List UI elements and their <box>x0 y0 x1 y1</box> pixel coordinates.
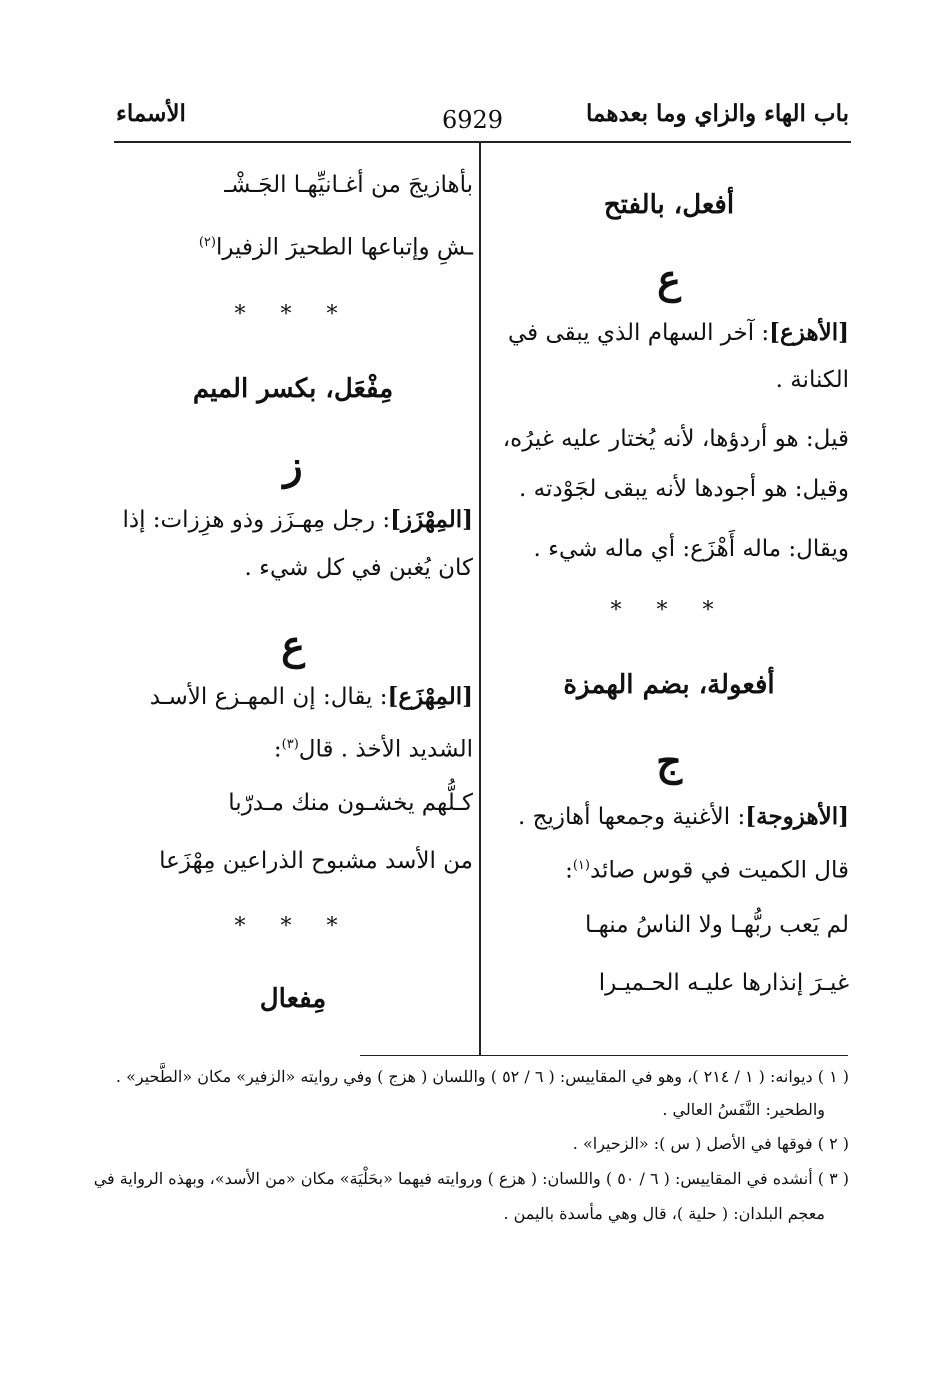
entry-term: [المِهْزَع] <box>387 683 473 710</box>
entry-definition: : يقال: إن المهـزع الأسـد <box>149 684 388 710</box>
poem-verse: من الأسد مشبوح الذراعين مِهْزَعا <box>159 848 473 874</box>
header-rule <box>114 141 851 143</box>
entry-line <box>122 505 473 535</box>
entry-line: الكنانة . <box>775 367 849 393</box>
entry-definition: : الأغنية وجمعها أهازيج . <box>517 804 746 830</box>
entry-term: [الأهزع] <box>769 319 849 346</box>
root-letter: ج <box>656 738 682 785</box>
pattern-heading: مِفْعَل، بكسر الميم <box>192 374 394 404</box>
poem-verse: لم يَعب ربُّهـا ولا الناسُ منهـا <box>584 912 849 938</box>
footnote-1: ( ١ ) ديوانه: ( ١ / ٢١٤ )، وهو في المقاييس: ( ٦ / ٥٢ ) واللسان ( هزج ) وفي روايته «الزفير» مكان «الطَّحير» . <box>115 1067 849 1086</box>
page-number: 6929 <box>441 106 504 134</box>
column-divider <box>479 143 481 1055</box>
section-separator: * * * <box>234 914 352 939</box>
footnote-rule <box>360 1055 848 1056</box>
entry-line <box>518 802 849 832</box>
poem-verse: بأهازيجَ من أغـانيِّهـا الجَـشْـ <box>224 172 473 198</box>
entry-line <box>508 318 849 348</box>
poem-verse: كـلُّهم يخشـون منك مـدرّبا <box>228 790 473 816</box>
poem-verse: ـشِ وإتباعها الطحيرَ الزفيرا$^{(٢)}$ <box>198 234 473 261</box>
entry-line <box>150 682 473 712</box>
section-title: الأسماء <box>116 100 186 127</box>
footnote-1-cont: والطحير: النَّفَسُ العالي . <box>662 1100 825 1119</box>
entry-definition: : رجل مِهـزَز وذو هزِزات: إذا <box>122 507 391 533</box>
section-separator: * * * <box>610 598 728 623</box>
entry-line: وقيل: هو أجودها لأنه يبقى لجَوْدته . <box>519 476 849 502</box>
footnote-ref: (٣) <box>281 737 299 752</box>
root-letter: ع <box>657 256 681 303</box>
entry-term: [الأهزوجة] <box>745 803 849 830</box>
entry-term: [المِهْزَز] <box>390 506 473 533</box>
pattern-heading: أفعولة، بضم الهمزة <box>563 670 775 700</box>
footnote-3-cont: معجم البلدان: ( حلية )، قال وهي مأسدة باليمن . <box>503 1204 825 1223</box>
footnote-ref: (١) <box>572 858 590 873</box>
footnote-2: ( ٢ ) فوقها في الأصل ( س ): «الزحيرا» . <box>572 1134 849 1153</box>
root-letter: ع <box>281 622 305 669</box>
footnote-3: ( ٣ ) أنشده في المقاييس: ( ٦ / ٥٠ ) واللسان: ( هزع ) وروايته فيهما «بحَلْيَة» مكان «من الأسد»، وبهذه الرواية في <box>93 1169 849 1188</box>
entry-line: ويقال: ماله أَهْزَع: أي ماله شيء . <box>533 536 849 562</box>
poem-verse: غيـرَ إنذارها عليـه الحـميـرا <box>598 970 849 996</box>
footnote-ref: (٢) <box>198 235 216 250</box>
entry-line: قال الكميت في قوس صائد$^{(١)}$: <box>565 857 849 884</box>
root-letter: ز <box>283 442 303 489</box>
entry-line: كان يُغبن في كل شيء . <box>244 555 473 581</box>
entry-definition: : آخر السهام الذي يبقى في <box>508 320 770 346</box>
entry-line: الشديد الأخذ . قال$^{(٣)}$: <box>273 736 473 763</box>
chapter-title: باب الهاء والزاي وما بعدهما <box>586 100 849 127</box>
pattern-heading: مِفعال <box>259 984 327 1014</box>
entry-line: قيل: هو أردؤها، لأنه يُختار عليه غيرُه، <box>502 426 849 452</box>
section-separator: * * * <box>234 302 352 327</box>
pattern-heading: أفعل، بالفتح <box>603 190 735 220</box>
